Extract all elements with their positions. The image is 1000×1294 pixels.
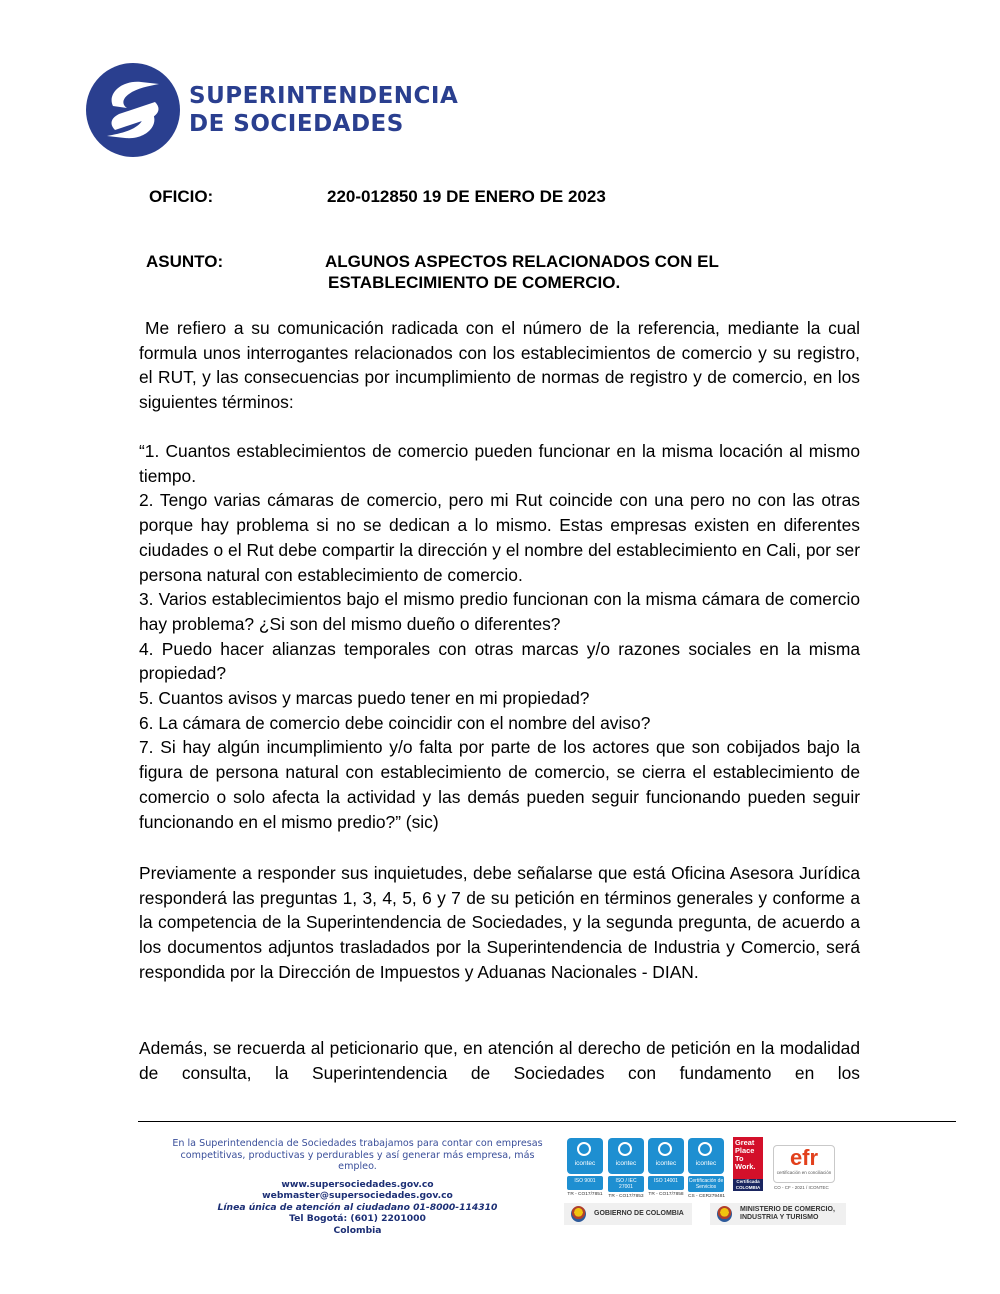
great-place-to-work-badge <box>733 1137 763 1191</box>
icontec-icon <box>618 1142 632 1156</box>
cert-code: TR - CO17/7858 <box>648 1192 684 1197</box>
intro-text: Me refiero a su comunicación radicada con el número de la referencia, mediante la cual formula unos interrogantes relacionados con los establecimientos de comercio y su registro, el RUT, y las consecuencias por incumplimiento de normas de registro y de comercio, en los siguientes términos: <box>139 318 860 413</box>
colombia-seal-icon <box>717 1206 732 1222</box>
gov2-line2: INDUSTRIA Y TURISMO <box>740 1214 819 1221</box>
footer-phone-line: Línea única de atención al ciudadano 01-8000-114310 <box>217 1201 498 1213</box>
icontec-iso27001-badge <box>608 1138 644 1199</box>
intro-paragraph <box>139 316 860 415</box>
footer-divider <box>138 1121 956 1122</box>
paragraph-2-text: Previamente a responder sus inquietudes, debe señalarse que está Oficina Asesora Jurídica responderá las preguntas 1, 3, 4, 5, 6 y 7 de su petición en términos generales y conforme a la competencia de la Superintendencia de Sociedades, y la segunda pregunta, de acuerdo a los documentos adjuntos trasladados por la Superintendencia de Industria y Comercio, será respondida por la Dirección de Impuestos y Aduanas Nacionales - DIAN. <box>139 863 860 982</box>
gptw-sub: Certificada COLOMBIA <box>733 1179 763 1191</box>
paragraph-3-text: Además, se recuerda al peticionario que, en atención al derecho de petición en la modalidad de consulta, la Superintendencia de Sociedades con fundamento en los <box>139 1038 860 1083</box>
icontec-iso14001-badge <box>648 1138 684 1197</box>
cert-brand: icontec <box>695 1160 717 1167</box>
oficio-label: OFICIO: <box>149 187 214 206</box>
cert-brand: icontec <box>615 1160 637 1167</box>
efr-code: CO - CF - 2021 / ICONTEC <box>774 1185 829 1190</box>
efr-logo: efr <box>789 1145 819 1170</box>
cert-brand: icontec <box>655 1160 677 1167</box>
asunto-line1: ALGUNOS ASPECTOS RELACIONADOS CON EL <box>325 252 719 271</box>
gobierno-colombia-logo <box>564 1203 692 1225</box>
question-6: 6. La cámara de comercio debe coincidir con el nombre del aviso? <box>139 712 651 733</box>
footer-lead-line1: En la Superintendencia de Sociedades trabajamos para contar con empresas <box>172 1138 543 1149</box>
footer-email-link[interactable]: webmaster@supersociedades.gov.co <box>262 1190 453 1201</box>
asunto-line2: ESTABLECIMIENTO DE COMERCIO. <box>328 273 621 292</box>
cert-standard: Certificación de Servicios <box>688 1178 724 1190</box>
cert-standard: ISO 14001 <box>648 1176 684 1190</box>
question-1: “1. Cuantos establecimientos de comercio pueden funcionar en la misma locación al mismo tiempo. <box>139 441 860 486</box>
icontec-icon <box>658 1142 672 1156</box>
gov1-text: GOBIERNO DE COLOMBIA <box>594 1210 684 1217</box>
questions-block <box>139 439 860 834</box>
oficio-value: 220-012850 19 DE ENERO DE 2023 <box>327 187 606 206</box>
footer-country: Colombia <box>333 1224 382 1236</box>
icontec-icon <box>698 1142 712 1156</box>
supersociedades-emblem-icon <box>85 62 181 158</box>
cert-standard: ISO / IEC 27001 <box>608 1176 644 1192</box>
colombia-seal-icon <box>571 1206 586 1222</box>
icontec-services-badge <box>688 1138 724 1199</box>
footer-contact <box>160 1138 555 1236</box>
logo-text-line2: DE SOCIEDADES <box>189 111 404 137</box>
gov2-line1: MINISTERIO DE COMERCIO, <box>740 1206 835 1213</box>
cert-code: TR - CO17/7851 <box>567 1192 603 1197</box>
cert-code: TR - CO17/7853 <box>608 1194 644 1199</box>
supersociedades-logo <box>85 62 475 158</box>
icontec-iso9001-badge <box>567 1138 603 1197</box>
logo-text-line1: SUPERINTENDENCIA <box>189 83 459 109</box>
question-4: 4. Puedo hacer alianzas temporales con otras marcas y/o razones sociales en la misma propiedad? <box>139 638 860 684</box>
cert-code: CS - CER279481 <box>688 1194 726 1199</box>
footer-website-link[interactable]: www.supersociedades.gov.co <box>281 1178 434 1190</box>
paragraph-3 <box>139 1036 860 1085</box>
question-3: 3. Varios establecimientos bajo el mismo predio funcionan con la misma cámara de comercio hay problema? ¿Si son del mismo dueño o diferentes? <box>139 589 860 634</box>
footer-lead-line2: competitivas, productivas y perdurables y así generar más empresa, más empleo. <box>180 1149 535 1172</box>
gptw-text: Great Place To Work. <box>735 1138 756 1171</box>
paragraph-2 <box>139 861 860 985</box>
cert-brand: icontec <box>574 1160 596 1167</box>
cert-standard: ISO 9001 <box>567 1176 603 1190</box>
footer-tel: Tel Bogotá: (601) 2201000 <box>289 1213 426 1224</box>
icontec-icon <box>577 1142 591 1156</box>
efr-badge <box>773 1145 835 1183</box>
mincomercio-logo <box>710 1203 846 1225</box>
efr-sub: certificación en conciliación <box>776 1170 832 1175</box>
question-7: 7. Si hay algún incumplimiento y/o falta por parte de los actores que son cobijados bajo la figura de persona natural con establecimiento de comercio, se cierra el establecimiento de comercio o solo afecta la actividad y las demás pueden seguir funcionando pueden seguir funcionando en el mismo predio?” (sic) <box>139 737 860 832</box>
asunto-label: ASUNTO: <box>146 252 224 271</box>
question-2: 2. Tengo varias cámaras de comercio, pero mi Rut coincide con una pero no con las otras porque hay problema si no se dedican a lo mismo. Estas empresas existen en diferentes ciudades o el Rut debe compartir la dirección y el nombre del establecimiento en Cali, por ser persona natural con establecimiento de comercio. <box>139 490 860 585</box>
question-5: 5. Cuantos avisos y marcas puedo tener en mi propiedad? <box>139 688 590 709</box>
